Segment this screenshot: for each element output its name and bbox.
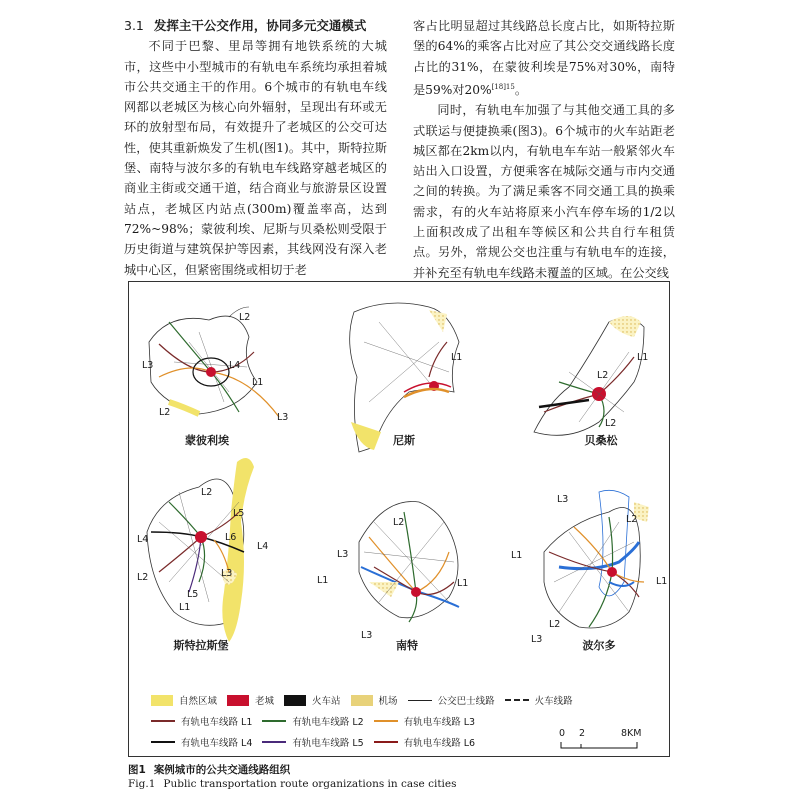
route-label: L1 <box>252 377 264 388</box>
figure-caption-en-text: Public transportation route organizations in case cities <box>163 778 457 790</box>
route-label: L2 <box>239 312 251 323</box>
station-swatch <box>284 695 306 706</box>
route-label: L2 <box>201 487 213 498</box>
citation-superscript: [18]15 <box>491 82 515 91</box>
route-label: L2 <box>549 619 561 630</box>
section-heading <box>124 16 387 36</box>
legend-bus-label: 公交巴士线路 <box>437 696 495 707</box>
route-label: L4 <box>257 541 269 552</box>
legend-row-3 <box>151 735 485 749</box>
route-label: L1 <box>179 602 191 613</box>
legend-l6 <box>374 735 475 749</box>
map-besancon <box>534 316 644 435</box>
city-name-strasbourg: 斯特拉斯堡 <box>173 639 229 652</box>
figure-1 <box>128 281 670 757</box>
section-title: 发挥主干公交作用，协同多元交通模式 <box>153 18 367 33</box>
legend-l5-label: 有轨电车线路 L5 <box>292 738 364 749</box>
section-number: 3.1 <box>124 18 144 33</box>
scale-max: 8KM <box>621 728 642 739</box>
route-label: L6 <box>225 532 237 543</box>
figure-caption-en <box>128 778 457 790</box>
route-label: L2 <box>137 572 149 583</box>
route-label: L5 <box>233 508 245 519</box>
map-bordeaux <box>544 490 649 628</box>
scale-bar <box>559 728 649 750</box>
l1-swatch <box>151 720 175 722</box>
legend-natural <box>151 693 217 707</box>
natural-swatch <box>151 695 173 706</box>
figure-caption-zh <box>128 762 290 777</box>
route-label: L1 <box>451 352 463 363</box>
legend-station-label: 火车站 <box>312 696 341 707</box>
rail-line-swatch <box>505 699 529 701</box>
city-name-besancon: 贝桑松 <box>584 434 618 447</box>
legend-old-town-label: 老城 <box>255 696 275 707</box>
legend-airport-label: 机场 <box>378 696 398 707</box>
route-label: L3 <box>531 634 543 645</box>
route-label: L3 <box>142 360 154 371</box>
legend-bus <box>408 693 495 707</box>
route-label: L1 <box>637 352 649 363</box>
left-paragraph: 不同于巴黎、里昂等拥有地铁系统的大城市，这些中小型城市的有轨电车系统均承担着城市公共交通主干的作用。6个城市的有轨电车线网都以老城区为核心向外辐射，呈现出有环或无环的放射型布局，有效提升了老城区的公交可达性，使其重新焕发了生机(图1)。其中，斯特拉斯堡、南特与波尔多的有轨电车线路穿越老城区的商业主街或交通干道，结合商业与旅游景区设置站点，老城区内站点(300m)覆盖率高，达到72%~98%；蒙彼利埃、尼斯与贝桑松则受限于历史街道与建筑保护等因素，其线网没有深入老城中心区，但紧密围绕或相切于老 <box>124 39 387 277</box>
legend-airport <box>351 693 398 707</box>
legend-l1 <box>151 714 252 728</box>
route-label: L1 <box>656 576 668 587</box>
legend-l3 <box>374 714 475 728</box>
legend-row-2 <box>151 714 485 728</box>
right-column <box>413 16 675 283</box>
legend-l4-label: 有轨电车线路 L4 <box>181 738 253 749</box>
l3-swatch <box>374 720 398 722</box>
legend-row-1 <box>151 693 583 707</box>
route-label: L4 <box>137 534 149 545</box>
route-label: L1 <box>457 578 469 589</box>
city-name-bordeaux: 波尔多 <box>582 639 616 652</box>
right-paragraph-1-text: 客占比明显超过其线路总长度占比，如斯特拉斯堡的64%的乘客占比对应了其公交交通线路长度占比的31%，在蒙彼利埃是75%对30%，南特是59%对20% <box>413 19 675 97</box>
legend-l4 <box>151 735 252 749</box>
left-column <box>124 16 387 280</box>
legend-l6-label: 有轨电车线路 L6 <box>403 738 476 749</box>
route-label: L1 <box>511 550 523 561</box>
route-label: L5 <box>187 589 199 600</box>
route-label: L3 <box>361 630 373 641</box>
route-label: L4 <box>229 360 241 371</box>
bus-line-swatch <box>408 700 432 701</box>
route-label: L2 <box>393 517 405 528</box>
right-paragraph-1 <box>413 16 675 100</box>
legend-natural-label: 自然区域 <box>179 696 218 707</box>
right-paragraph-2: 同时，有轨电车加强了与其他交通工具的多式联运与便捷换乘(图3)。6个城市的火车站距老城区都在2km以内，有轨电车车站一般紧邻火车站出入口设置，方便乘客在城际交通与市内交通之间的转换。为了满足乘客不同交通工具的换乘需求，有的火车站将原来小汽车停车场的1/2以上面积改成了出租车等候区和公共自行车租赁点。另外，常规公交也注重与有轨电车的连接，并补充至有轨电车线路未覆盖的区域。在公交线 <box>413 103 675 280</box>
route-label: L2 <box>159 407 171 418</box>
map-nantes <box>359 502 459 623</box>
legend-l1-label: 有轨电车线路 L1 <box>181 717 253 728</box>
scale-zero: 0 <box>559 728 566 739</box>
route-label: L2 <box>605 418 617 429</box>
map-strasbourg <box>147 458 254 642</box>
route-label: L2 <box>597 370 609 381</box>
l4-swatch <box>151 741 175 743</box>
legend-l5 <box>262 735 363 749</box>
l5-swatch <box>262 741 286 743</box>
legend-old-town <box>227 693 274 707</box>
route-label: L3 <box>337 549 349 560</box>
legend-rail-label: 火车线路 <box>534 696 573 707</box>
city-name-nantes: 南特 <box>396 639 418 652</box>
figure-label-zh: 图1 <box>128 764 146 776</box>
route-label: L3 <box>221 568 233 579</box>
legend-l2-label: 有轨电车线路 L2 <box>292 717 364 728</box>
right-paragraph-1-end: 。 <box>514 82 528 97</box>
legend-l3-label: 有轨电车线路 L3 <box>403 717 476 728</box>
route-label: L2 <box>626 514 638 525</box>
route-label: L1 <box>317 575 329 586</box>
scale-mid: 2 <box>579 728 586 739</box>
old-town-swatch <box>227 695 249 706</box>
scale-bar-graphic <box>559 741 639 749</box>
legend-l2 <box>262 714 363 728</box>
route-label: L3 <box>557 494 569 505</box>
airport-swatch <box>351 695 373 706</box>
l6-swatch <box>374 741 398 743</box>
map-montpellier <box>149 307 279 417</box>
city-name-nice: 尼斯 <box>393 434 415 447</box>
legend-rail <box>505 693 573 707</box>
route-label: L3 <box>277 412 289 423</box>
l2-swatch <box>262 720 286 722</box>
figure-caption-zh-text: 案例城市的公共交通线路组织 <box>153 764 291 776</box>
legend-station <box>284 693 341 707</box>
figure-label-en: Fig.1 <box>128 778 156 790</box>
map-nice <box>350 303 459 452</box>
city-name-montpellier: 蒙彼利埃 <box>185 434 229 447</box>
